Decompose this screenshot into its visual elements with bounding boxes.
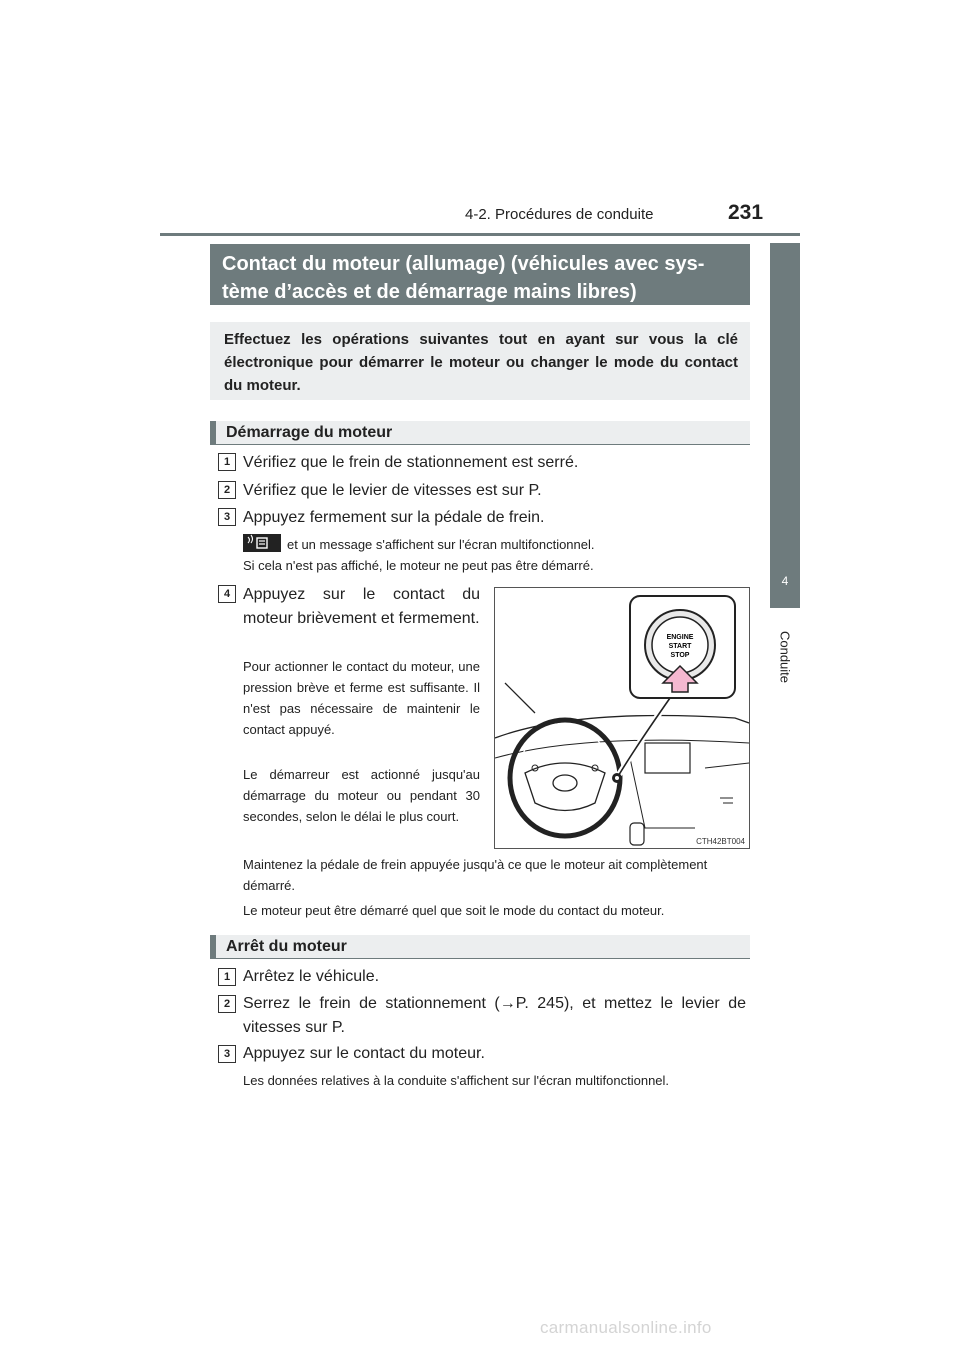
step3-note-line2: Si cela n'est pas affiché, le moteur ne peut pas être démarré. [243, 558, 594, 573]
dashboard-drawing [495, 588, 749, 848]
dashboard-illustration [494, 587, 750, 849]
step-text: Appuyez fermement sur la pédale de frein. [243, 509, 545, 526]
step-number: 1 [218, 453, 236, 471]
step3-note-line1: et un message s'affichent sur l'écran multifonctionnel. [287, 537, 595, 552]
main-title [210, 244, 750, 305]
main-title-line2: tème d’accès et de démarrage mains libres) [222, 281, 637, 303]
step4-note3: Maintenez la pédale de frein appuyée jusqu'à ce que le moteur ait complètement démarré. [243, 857, 708, 893]
step4-note2: Le démarreur est actionné jusqu'au démarrage du moteur ou pendant 30 secondes, selon le délai le plus court. [243, 767, 480, 824]
intro-text: Effectuez les opérations suivantes tout en ayant sur vous la clé électronique pour démarrer le moteur ou changer le mode du contact du moteur. [224, 331, 738, 394]
step-text: Appuyez sur le contact du moteur brièvement et fermement. [243, 586, 480, 627]
step3-note [243, 534, 743, 576]
step-number: 1 [218, 968, 236, 986]
step4-note1: Pour actionner le contact du moteur, une pression brève et ferme est suffisante. Il n'est pas nécessaire de maintenir le contact appuyé. [243, 659, 480, 737]
step-text: Appuyez sur le contact du moteur. [243, 1045, 485, 1062]
key-indicator-icon [243, 534, 281, 552]
step-number: 4 [218, 585, 236, 603]
chapter-label-box [768, 622, 802, 692]
watermark: carmanualsonline.info [540, 1318, 712, 1337]
step-number: 2 [218, 995, 236, 1013]
section-title: 4-2. Procédures de conduite [465, 206, 654, 223]
intro-box [210, 322, 750, 400]
chapter-number: 4 [781, 574, 789, 588]
main-title-line1: Contact du moteur (allumage) (véhicules avec sys- [222, 253, 705, 275]
step-text: Vérifiez que le levier de vitesses est sur P. [243, 482, 542, 499]
stop-heading: Arrêt du moteur [210, 935, 750, 959]
start-heading: Démarrage du moteur [210, 421, 750, 445]
step-number: 3 [218, 508, 236, 526]
header-rule [160, 233, 800, 236]
page-number: 231 [728, 201, 764, 224]
chapter-tab [770, 243, 800, 608]
step-text: Serrez le frein de stationnement (→P. 245), et mettez le levier de vitesses sur P. [243, 995, 746, 1036]
button-text-line1: ENGINE [666, 634, 694, 641]
button-text-line3: STOP [670, 652, 690, 659]
step4-note4: Le moteur peut être démarré quel que soit le mode du contact du moteur. [243, 903, 665, 918]
step-text: Arrêtez le véhicule. [243, 968, 380, 985]
button-text-line2: START [668, 643, 692, 650]
stop-step3-note: Les données relatives à la conduite s'affichent sur l'écran multifonctionnel. [243, 1073, 670, 1088]
step-text: Vérifiez que le frein de stationnement est serré. [243, 454, 579, 471]
chapter-label: Conduite [777, 630, 793, 684]
step-number: 2 [218, 481, 236, 499]
step-number: 3 [218, 1045, 236, 1063]
figure-code: CTH42BT004 [696, 837, 745, 846]
